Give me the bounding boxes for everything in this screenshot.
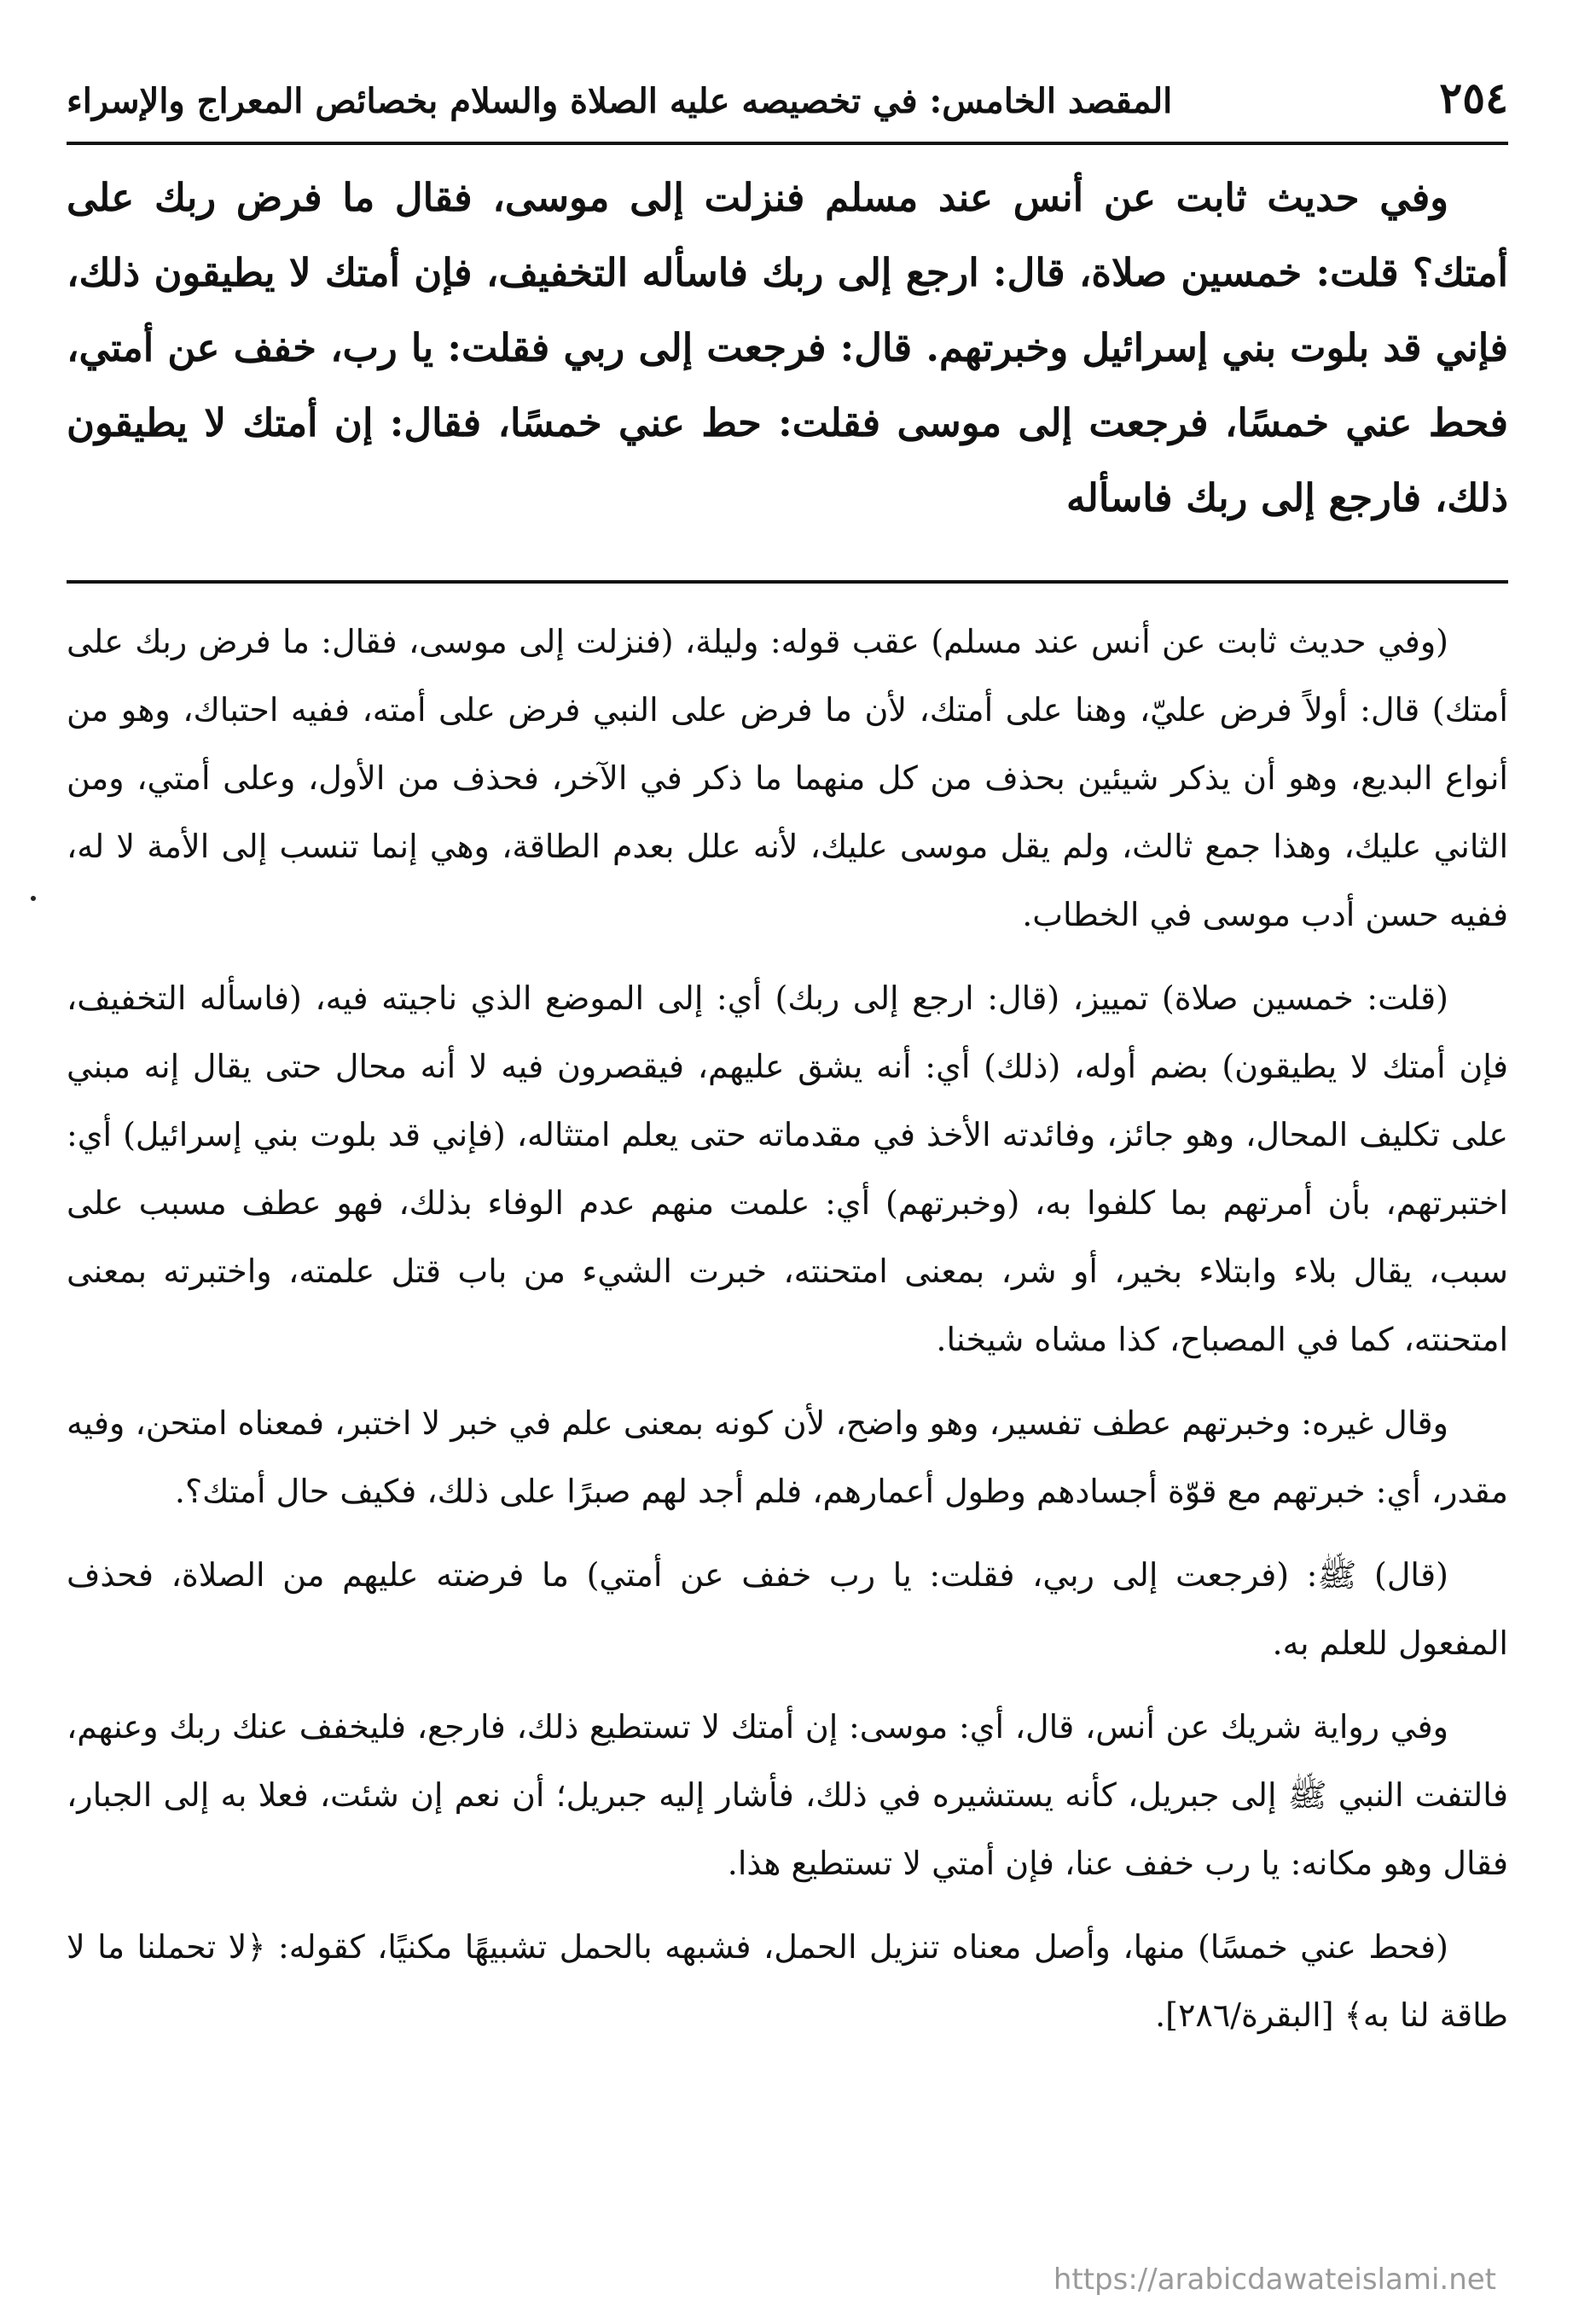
commentary-paragraph: وقال غيره: وخبرتهم عطف تفسير، وهو واضح، لأن كونه بمعنى علم في خبر لا اختبر، فمعناه امتحن، وفيه مقدر، أي: خبرتهم مع قوّة أجسادهم وطول أعمارهم، فلم أجد لهم صبرًا على ذلك، فكيف حال أمتك؟. [67, 1404, 1508, 1510]
book-page [67, 60, 1508, 2295]
watermark: https://arabicdawateislami.net [1053, 2263, 1496, 2297]
commentary-paragraph: (قال) ﷺ: (فرجعت إلى ربي، فقلت: يا رب خفف عن أمتي) ما فرضته عليهم من الصلاة، فحذف المفعول للعلم به. [67, 1556, 1508, 1662]
commentary-divider [67, 580, 1508, 584]
commentary-paragraph: (قلت: خمسين صلاة) تمييز، (قال: ارجع إلى ربك) أي: إلى الموضع الذي ناجيته فيه، (فاسأله التخفيف، فإن أمتك لا يطيقون) بضم أوله، (ذلك) أي: أنه يشق عليهم، فيقصرون فيه لا أنه محال حتى يقال إنه مبني على تكليف المحال، وهو جائز، وفائدته الأخذ في مقدماته حتى يعلم امتثاله، (فإني قد بلوت بني إسرائيل) أي: اختبرتهم، بأن أمرتهم بما كلفوا به، (وخبرتهم) أي: علمت منهم عدم الوفاء بذلك، فهو عطف مسبب على سبب، يقال بلاء وابتلاء بخير، أو شر، بمعنى امتحنته، خبرت الشيء من باب قتل علمته، واختبرته بمعنى امتحنته، كما في المصباح، كذا مشاه شيخنا. [67, 979, 1508, 1358]
commentary-paragraph: (وفي حديث ثابت عن أنس عند مسلم) عقب قوله: وليلة، (فنزلت إلى موسى، فقال: ما فرض ربك على أمتك) قال: أولاً فرض عليّ، وهنا على أمتك، لأن ما فرض على النبي فرض على أمته، ففيه احتباك، وهو من أنواع البديع، وهو أن يذكر شيئين بحذف من كل منهما ما ذكر في الآخر، فحذف من الأول، وعلى أمتي، ومن الثاني عليك، وهذا جمع ثالث، ولم يقل موسى عليك، لأنه علل بعدم الطاقة، وهي إنما تنسب إلى الأمة لا له، ففيه حسن أدب موسى في الخطاب. [67, 623, 1508, 933]
main-paragraph: وفي حديث ثابت عن أنس عند مسلم فنزلت إلى موسى، فقال ما فرض ربك على أمتك؟ قلت: خمسين صلاة، قال: ارجع إلى ربك فاسأله التخفيف، فإن أمتك لا يطيقون ذلك، فإني قد بلوت بني إسرائيل وخبرتهم. قال: فرجعت إلى ربي فقلت: يا رب، خفف عن أمتي، فحط عني خمسًا، فرجعت إلى موسى فقلت: حط عني خمسًا، فقال: إن أمتك لا يطيقون ذلك، فارجع إلى ربك فاسأله [67, 175, 1508, 520]
commentary [67, 607, 1508, 2049]
chapter-title: المقصد الخامس: في تخصيصه عليه الصلاة والسلام بخصائص المعراج والإسراء [67, 81, 1173, 121]
header-rule [67, 142, 1508, 145]
running-header [67, 60, 1508, 137]
commentary-paragraph: وفي رواية شريك عن أنس، قال، أي: موسى: إن أمتك لا تستطيع ذلك، فارجع، فليخفف عنك ربك وعنهم، فالتفت النبي ﷺ إلى جبريل، كأنه يستشيره في ذلك، فأشار إليه جبريل؛ أن نعم إن شئت، فعلا به إلى الجبار، فقال وهو مكانه: يا رب خفف عنا، فإن أمتي لا تستطيع هذا. [67, 1708, 1508, 1882]
main-text [67, 160, 1508, 536]
page-number: ٢٥٤ [1439, 73, 1508, 123]
margin-dot [31, 896, 36, 901]
commentary-paragraph: (فحط عني خمسًا) منها، وأصل معناه تنزيل الحمل، فشبهه بالحمل تشبيهًا مكنيًا، كقوله: ﴿لا تحملنا ما لا طاقة لنا به﴾ [البقرة/٢٨٦]. [67, 1928, 1508, 2034]
